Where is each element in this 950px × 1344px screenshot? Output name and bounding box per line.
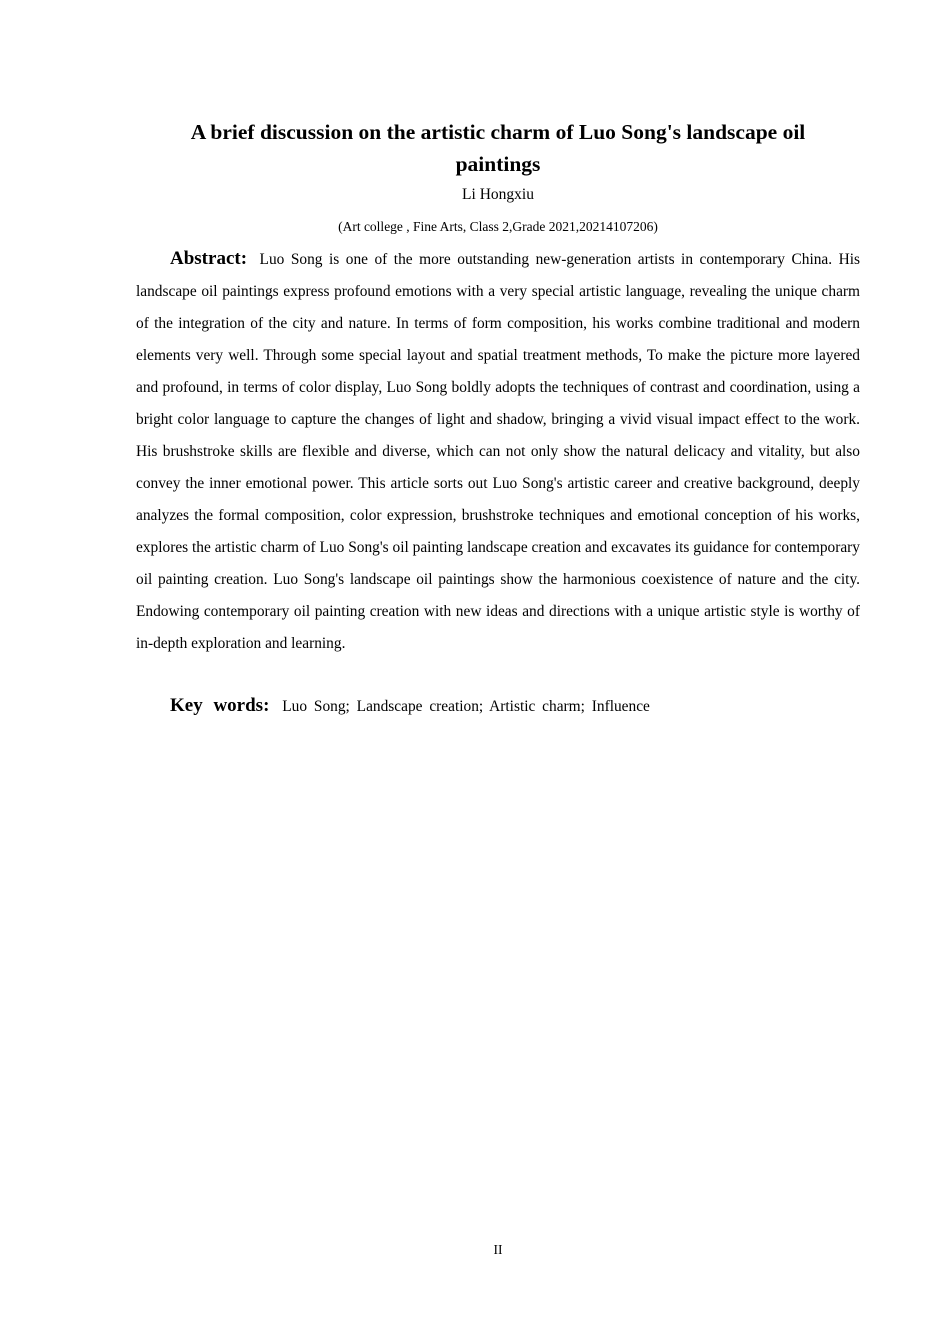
abstract-label: Abstract: xyxy=(170,248,248,269)
keywords-label: Key words: xyxy=(170,695,270,716)
author-affiliation: (Art college , Fine Arts, Class 2,Grade 2021,20214107206) xyxy=(338,219,658,234)
keywords-paragraph xyxy=(136,690,860,723)
keywords-text: Luo Song; Landscape creation; Artistic charm; Influence xyxy=(282,698,650,715)
page-number: II xyxy=(493,1242,503,1257)
author-name: Li Hongxiu xyxy=(462,186,534,203)
abstract-paragraph xyxy=(136,243,860,660)
paper-title: A brief discussion on the artistic charm of Luo Song's landscape oil paintings xyxy=(190,120,806,176)
abstract-text: Luo Song is one of the more outstanding new-generation artists in contemporary China. His landscape oil paintings express profound emotions with a very special artistic language, revealing the unique charm of the integration of the city and nature. In terms of form composition, his works combine traditional and modern elements very well. Through some special layout and spatial treatment methods, To make the picture more layered and profound, in terms of color display, Luo Song boldly adopts the techniques of contrast and coordination, using a bright color language to capture the changes of light and shadow, bringing a vivid visual impact effect to the work. His brushstroke skills are flexible and diverse, which can not only show the natural delicacy and vitality, but also convey the inner emotional power. This article sorts out Luo Song's artistic career and creative background, deeply analyzes the formal composition, color expression, brushstroke techniques and emotional conception of his works, explores the artistic charm of Luo Song's oil painting landscape creation and excavates its guidance for contemporary oil painting creation. Luo Song's landscape oil paintings show the harmonious coexistence of nature and the city. Endowing contemporary oil painting creation with new ideas and directions with a unique artistic style is worthy of in-depth exploration and learning. xyxy=(136,251,860,652)
